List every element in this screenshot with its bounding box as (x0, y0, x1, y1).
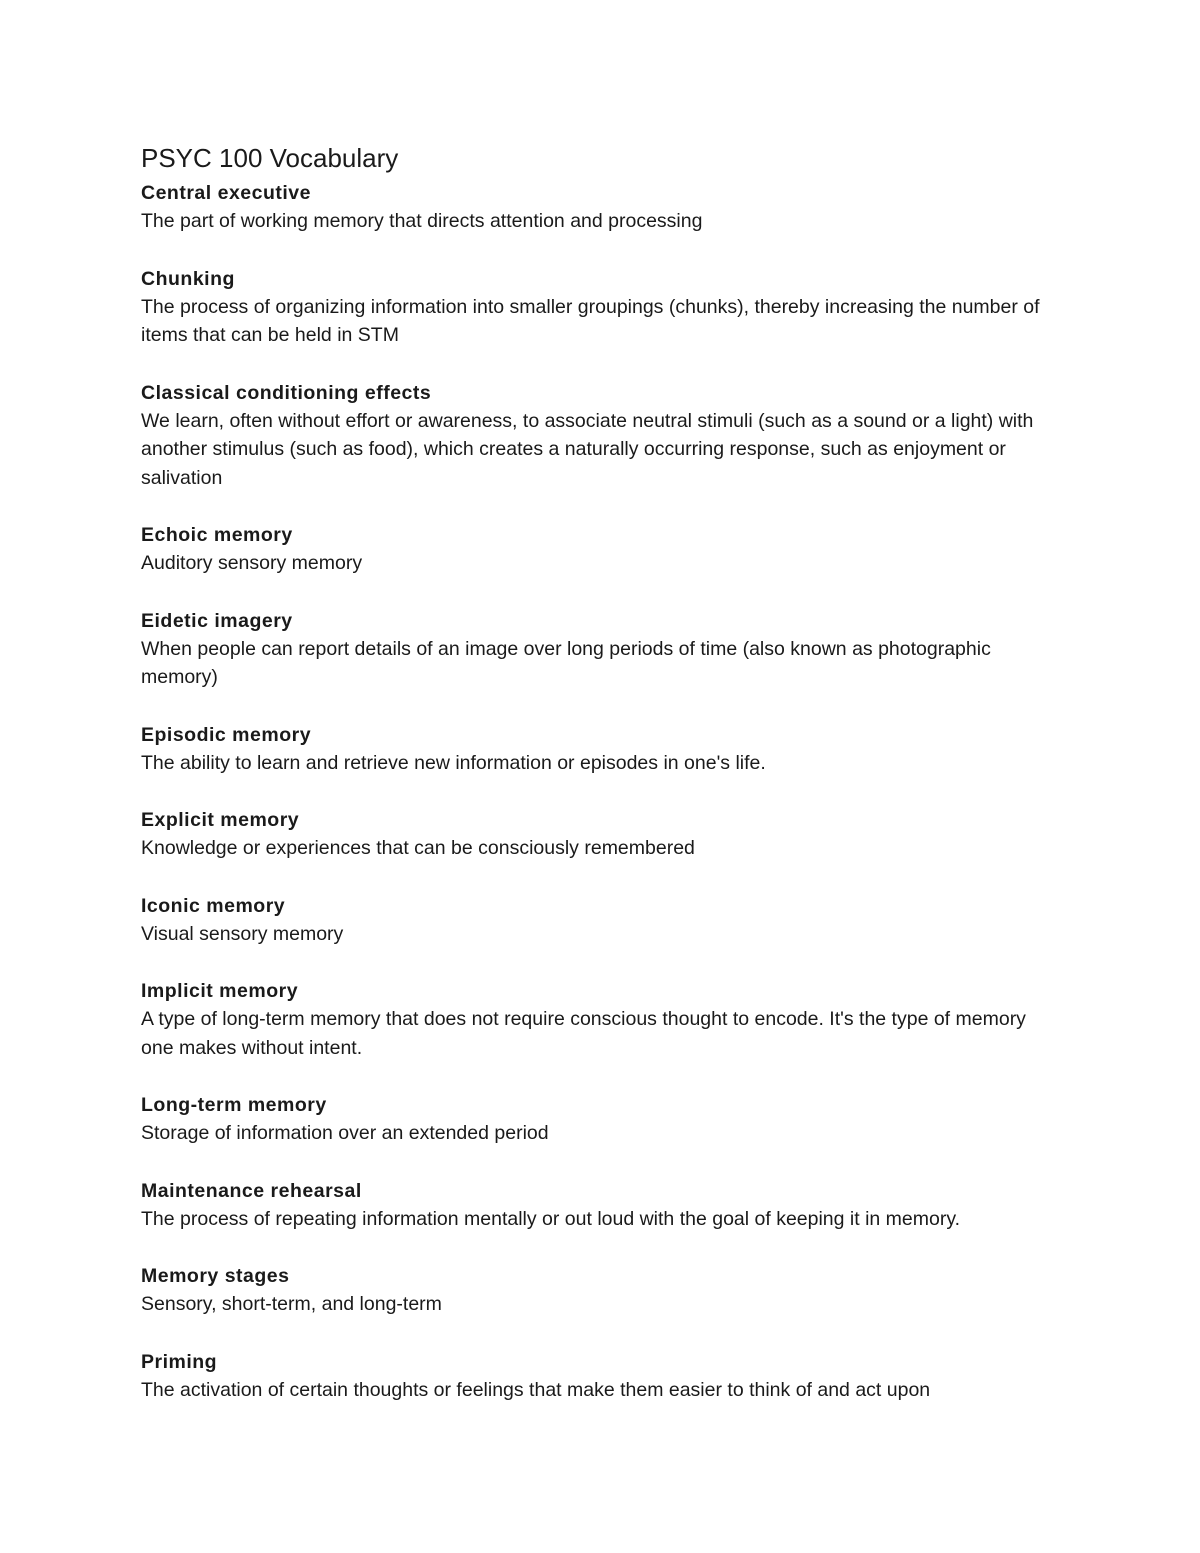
vocab-entry (141, 1091, 1060, 1148)
vocab-entry (141, 977, 1060, 1062)
vocab-entry (141, 806, 1060, 863)
vocab-entry (141, 1348, 1060, 1405)
vocab-term: Episodic memory (141, 723, 312, 746)
vocab-definition: A type of long-term memory that does not require conscious thought to encode. It's the type of memory one makes without intent. (141, 1008, 1026, 1059)
vocab-term: Iconic memory (141, 894, 286, 917)
vocab-definition: Sensory, short-term, and long-term (141, 1293, 442, 1315)
vocab-entry (141, 179, 1060, 236)
page-title: PSYC 100 Vocabulary (141, 143, 399, 173)
vocab-term: Eidetic imagery (141, 609, 293, 632)
vocab-definition: We learn, often without effort or awareness, to associate neutral stimuli (such as a sound or a light) with another stimulus (such as food), which creates a naturally occurring response, such as enjoyment or salivation (141, 409, 1034, 489)
vocab-term: Central executive (141, 182, 311, 204)
vocab-entry (141, 607, 1060, 692)
vocab-definition: Auditory sensory memory (141, 552, 363, 574)
vocab-term: Memory stages (141, 1265, 290, 1287)
vocab-entry (141, 1177, 1060, 1234)
vocab-definition: The process of organizing information into smaller groupings (chunks), thereby increasing the number of items that can be held in STM (141, 295, 1040, 346)
vocab-definition: When people can report details of an image over long periods of time (also known as photographic memory) (141, 637, 991, 688)
vocab-entry (141, 521, 1060, 578)
vocab-definition: The part of working memory that directs attention and processing (141, 210, 703, 232)
vocab-definition: The ability to learn and retrieve new information or episodes in one's life. (141, 751, 766, 774)
vocab-entry (141, 721, 1060, 778)
vocab-term: Explicit memory (141, 809, 300, 831)
vocab-term: Priming (141, 1350, 218, 1373)
vocab-entry (141, 892, 1060, 949)
vocab-term: Maintenance rehearsal (141, 1179, 362, 1202)
vocab-entry (141, 265, 1060, 350)
vocab-definition: The process of repeating information mentally or out loud with the goal of keeping it in memory. (141, 1207, 961, 1230)
vocab-term: Classical conditioning effects (141, 381, 432, 404)
vocab-term: Implicit memory (141, 980, 299, 1002)
vocab-definition: Visual sensory memory (141, 922, 344, 945)
vocab-definition: The activation of certain thoughts or feelings that make them easier to think of and act upon (141, 1378, 931, 1401)
vocabulary-list (141, 179, 1060, 1404)
vocab-definition: Storage of information over an extended period (141, 1122, 549, 1144)
vocab-entry (141, 379, 1060, 493)
vocab-entry (141, 1262, 1060, 1319)
vocab-definition: Knowledge or experiences that can be consciously remembered (141, 837, 695, 859)
vocab-term: Echoic memory (141, 524, 293, 546)
vocab-term: Long-term memory (141, 1094, 327, 1116)
vocab-term: Chunking (141, 267, 235, 290)
